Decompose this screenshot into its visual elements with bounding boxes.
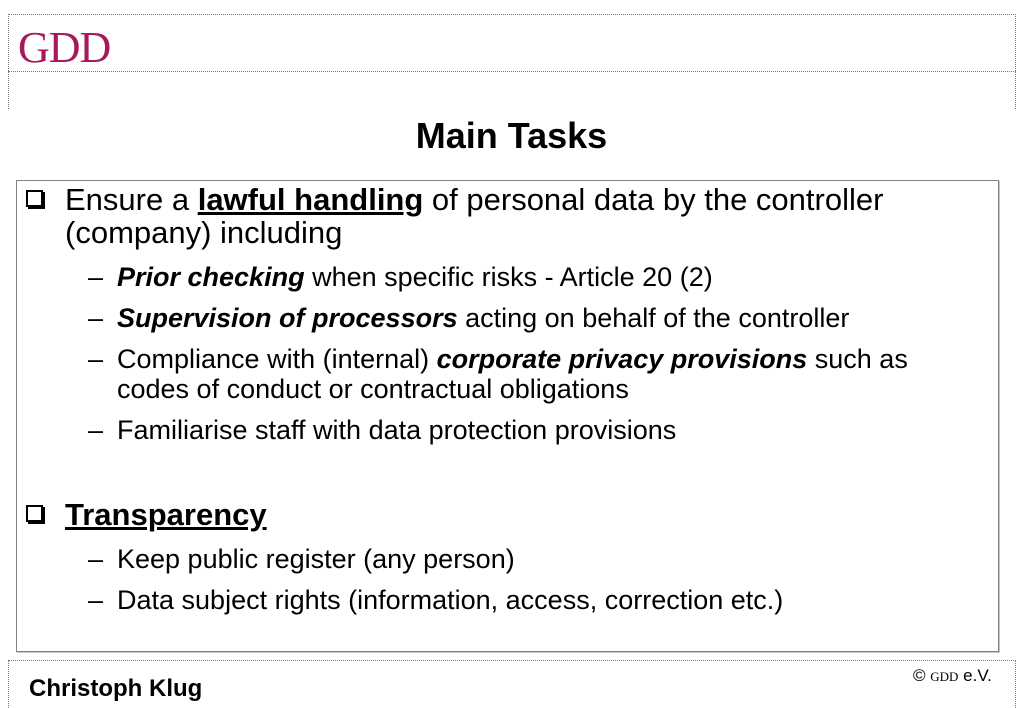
sub-bullet-rest: such as codes of conduct or contractual obligations xyxy=(117,344,908,404)
dash-bullet-icon: – xyxy=(88,585,104,615)
sub-bullet-rest: when specific risks - Article 20 (2) xyxy=(304,262,713,292)
sub-bullet-emphasis: corporate privacy provisions xyxy=(436,344,808,374)
sub-bullet-text xyxy=(117,262,977,292)
bullet-emphasis: Transparency xyxy=(65,497,267,532)
sub-bullet-text xyxy=(117,303,977,333)
footer-right-rule xyxy=(1015,660,1016,708)
sub-bullet-rest: Keep public register (any person) xyxy=(117,544,515,574)
checkbox-bullet-icon xyxy=(26,190,43,207)
copyright-org: GDD xyxy=(930,669,959,684)
checkbox-bullet-icon xyxy=(26,505,43,522)
sub-bullet-lead: Compliance with (internal) xyxy=(117,344,437,374)
gdd-logo: GDD xyxy=(18,23,111,72)
bullet-rest: of personal data by the controller (company) including xyxy=(65,182,884,250)
sub-bullet-emphasis: Prior checking xyxy=(117,262,305,292)
copyright-symbol: © xyxy=(913,666,926,685)
bullet-emphasis: lawful handling xyxy=(197,182,424,217)
dash-bullet-icon: – xyxy=(88,303,104,333)
footer-left-rule xyxy=(8,660,9,708)
dash-bullet-icon: – xyxy=(88,344,104,374)
sub-bullet-rest: Familiarise staff with data protection provisions xyxy=(117,415,677,445)
sub-bullet-rest: Data subject rights (information, access, correction etc.) xyxy=(117,585,784,615)
header-top-rule xyxy=(8,14,1016,15)
header-bottom-rule xyxy=(8,71,1016,72)
footer-top-rule xyxy=(8,660,1016,661)
copyright-suffix: e.V. xyxy=(958,666,992,685)
sub-bullet-rest: acting on behalf of the controller xyxy=(457,303,850,333)
dash-bullet-icon: – xyxy=(88,544,104,574)
dash-bullet-icon: – xyxy=(88,262,104,292)
dash-bullet-icon: – xyxy=(88,415,104,445)
slide-title: Main Tasks xyxy=(415,115,608,156)
sub-bullet-emphasis: Supervision of processors xyxy=(117,303,458,333)
bullet-text xyxy=(65,183,905,249)
footer-author: Christoph Klug xyxy=(29,675,203,702)
header-right-rule xyxy=(1015,14,1016,109)
bullet-lead: Ensure a xyxy=(65,182,198,217)
sub-bullet-text xyxy=(117,544,977,574)
sub-bullet-text xyxy=(117,585,977,615)
footer-copyright xyxy=(913,665,992,688)
sub-bullet-text xyxy=(117,344,977,404)
bullet-text xyxy=(65,498,905,531)
header-left-rule xyxy=(8,14,9,109)
sub-bullet-text xyxy=(117,415,977,445)
